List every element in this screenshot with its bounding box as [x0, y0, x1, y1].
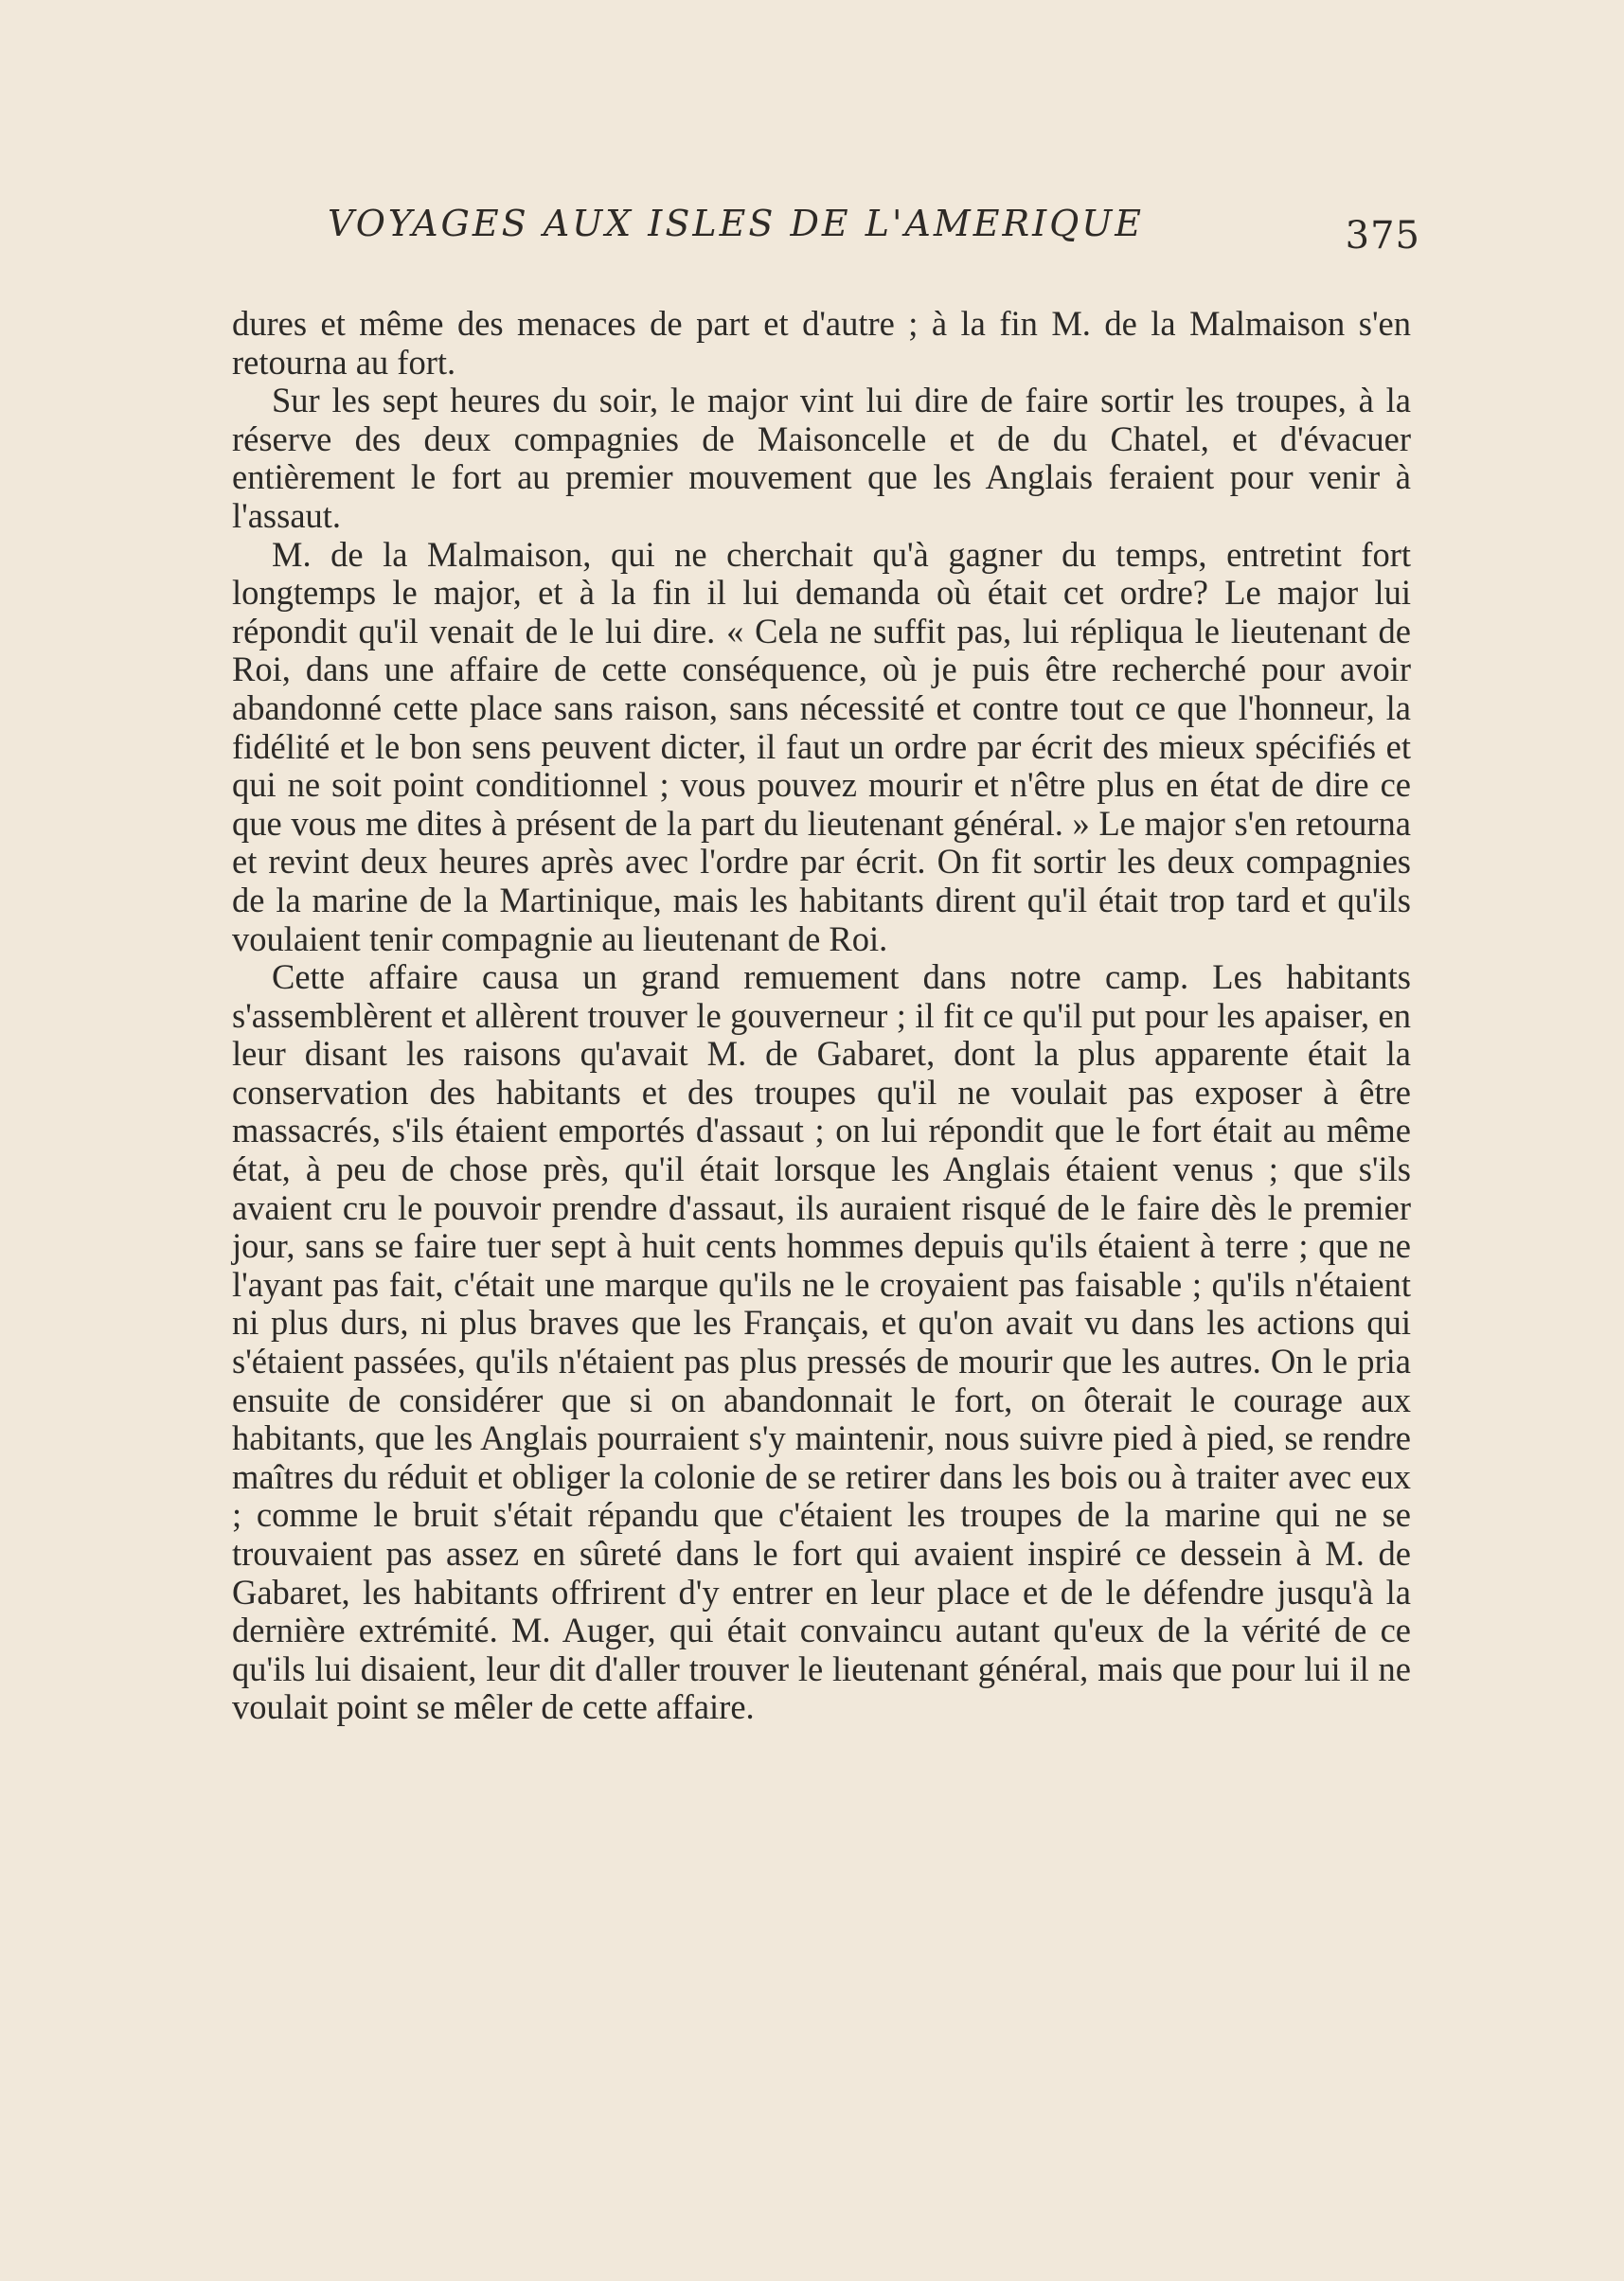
- paragraph: Sur les sept heures du soir, le major vint lui dire de faire sortir les troupes, à la réserve des deux compagnies de Maisoncelle et de du Chatel, et d'évacuer entièrement le fort au premier mouvement que les Anglais feraient pour venir à l'assaut.: [232, 381, 1411, 535]
- paragraph: M. de la Malmaison, qui ne cherchait qu'à gagner du temps, entretint fort longtemps le major, et à la fin il lui demanda où était cet ordre? Le major lui répondit qu'il venait de le lui dire. « Cela ne suffit pas, lui répliqua le lieutenant de Roi, dans une affaire de cette conséquence, où je puis être recherché pour avoir abandonné cette place sans raison, sans nécessité et contre tout ce que l'honneur, la fidélité et le bon sens peuvent dicter, il faut un ordre par écrit des mieux spécifiés et qui ne soit point conditionnel ; vous pouvez mourir et n'être plus en état de dire ce que vous me dites à présent de la part du lieutenant général. » Le major s'en retourna et revint deux heures après avec l'ordre par écrit. On fit sortir les deux compagnies de la marine de la Martinique, mais les habitants dirent qu'il était trop tard et qu'ils voulaient tenir compagnie au lieutenant de Roi.: [232, 534, 1411, 958]
- body-text: [232, 305, 1411, 1727]
- page-header: [328, 203, 1420, 269]
- paragraph-continuation: dures et même des menaces de part et d'autre ; à la fin M. de la Malmaison s'en retourna au fort.: [232, 304, 1411, 382]
- running-title: VOYAGES AUX ISLES DE L'AMERIQUE: [328, 203, 1145, 244]
- page-number: 375: [1345, 214, 1420, 258]
- paragraph: Cette affaire causa un grand remuement dans notre camp. Les habitants s'assemblèrent et allèrent trouver le gouverneur ; il fit ce qu'il put pour les apaiser, en leur disant les raisons qu'avait M. de Gabaret, dont la plus apparente était la conservation des habitants et des troupes qu'il ne voulait pas exposer à être massacrés, s'ils étaient emportés d'assaut ; on lui répondit que le fort était au même état, à peu de chose près, qu'il était lorsque les Anglais étaient venus ; que s'ils avaient cru le pouvoir prendre d'assaut, ils auraient risqué de le faire dès le premier jour, sans se faire tuer sept à huit cents hommes depuis qu'ils étaient à terre ; que ne l'ayant pas fait, c'était une marque qu'ils ne le croyaient pas faisable ; qu'ils n'étaient ni plus durs, ni plus braves que les Français, et qu'on avait vu dans les actions qui s'étaient passées, qu'ils n'étaient pas plus pressés de mourir que les autres. On le pria ensuite de considérer que si on abandonnait le fort, on ôterait le courage aux habitants, que les Anglais pourraient s'y maintenir, nous suivre pied à pied, se rendre maîtres du réduit et obliger la colonie de se retirer dans les bois ou à traiter avec eux ; comme le bruit s'était répandu que c'étaient les troupes de la marine qui ne se trouvaient pas assez en sûreté dans le fort qui avaient inspiré ce dessein à M. de Gabaret, les habitants offrirent d'y entrer en leur place et de le défendre jusqu'à la dernière extrémité. M. Auger, qui était convaincu autant qu'eux de la vérité de ce qu'ils lui disaient, leur dit d'aller trouver le lieutenant général, mais que pour lui il ne voulait point se mêler de cette affaire.: [232, 957, 1411, 1727]
